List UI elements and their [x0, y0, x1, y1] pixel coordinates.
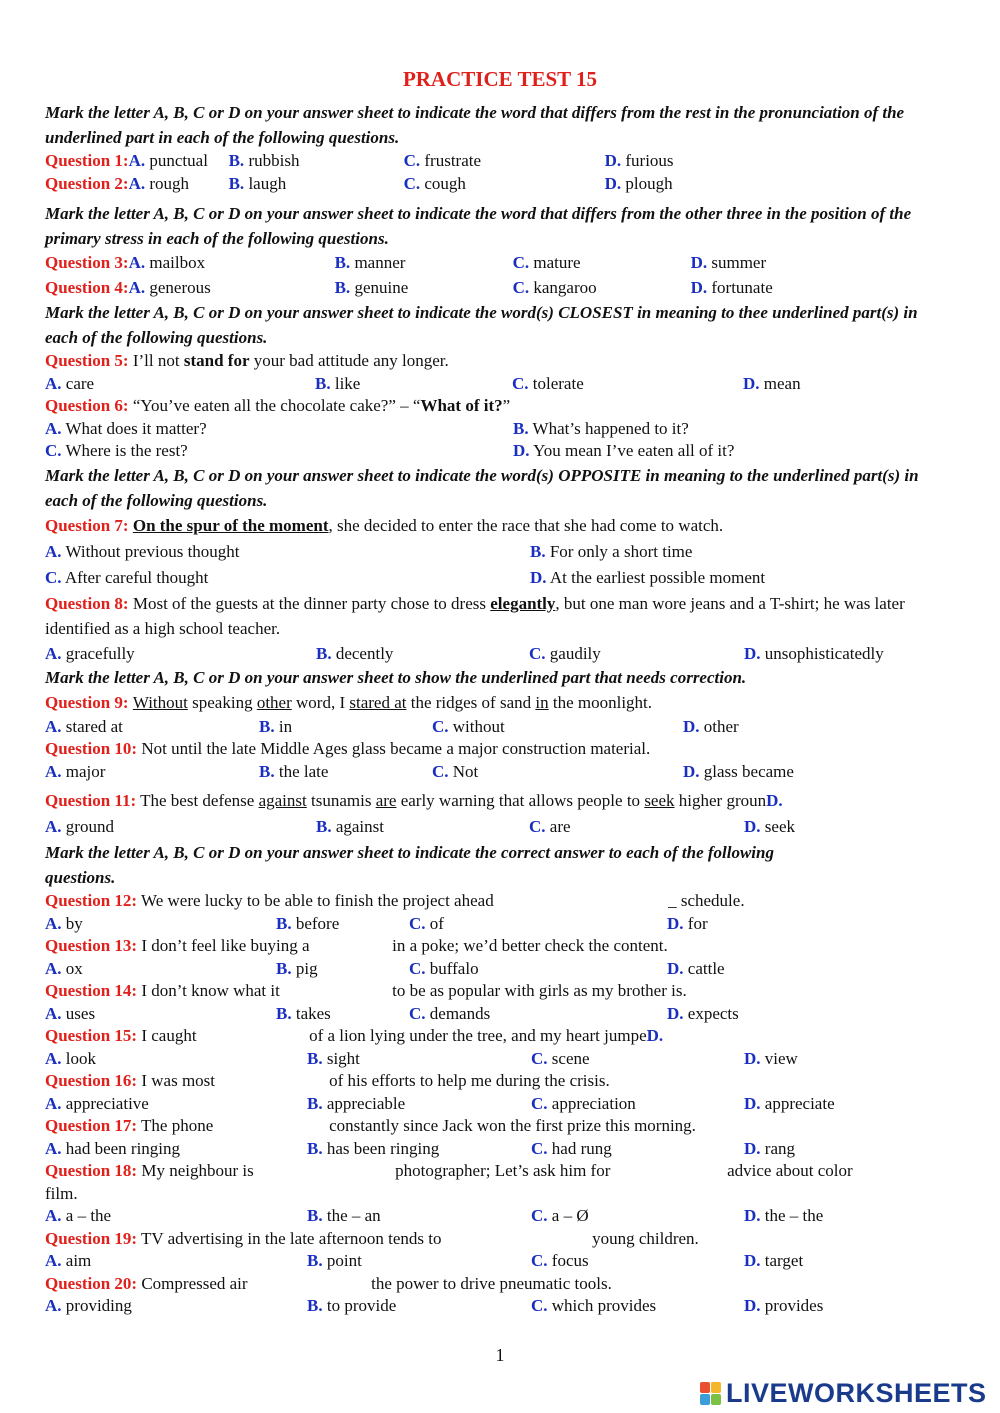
options-15: A. look B. sight C. scene D. view — [45, 1048, 798, 1068]
question-label: Question 17: — [45, 1116, 138, 1135]
option-d[interactable]: unsophisticatedly — [764, 643, 884, 663]
option-b[interactable]: the late — [278, 761, 329, 781]
question-9: Question 9: Without speaking other word, I stared at the ridges of sand in the moonlight. — [45, 689, 945, 716]
brand-name: LIVEWORKSHEETS — [726, 1378, 987, 1408]
option-a[interactable]: ground — [65, 817, 114, 836]
option-c[interactable]: After careful thought — [64, 567, 209, 587]
option-d[interactable]: for — [687, 913, 708, 933]
question-20: Question 20: Compressed air the power to drive pneumatic tools. — [45, 1273, 945, 1296]
options-19: A. aim B. point C. focus D. target — [45, 1251, 804, 1270]
option-b[interactable]: in — [278, 716, 293, 736]
key-phrase: On the spur of the moment — [132, 515, 329, 535]
option-b[interactable]: pig — [295, 958, 318, 978]
option-a[interactable]: had been ringing — [65, 1138, 181, 1158]
option-d[interactable]: mean — [763, 373, 801, 393]
option-a[interactable]: generous — [149, 277, 211, 297]
question-1: Question 1: A. punctual B. rubbish C. frustrate D. furious — [45, 150, 945, 173]
options-17: A. had been ringing B. has been ringing C. had rung D. rang — [45, 1138, 795, 1158]
key-phrase: elegantly — [490, 593, 556, 613]
question-18: Question 18: My neighbour is photographer; Let’s ask him for advice about color — [45, 1160, 945, 1183]
question-17: Question 17: The phone constantly since Jack won the first prize this morning. — [45, 1115, 945, 1138]
question-label: Question 6: — [45, 396, 129, 415]
option-d[interactable]: At the earliest possible moment — [549, 567, 766, 587]
option-a[interactable]: stared at — [65, 716, 123, 736]
question-label: Question 12: — [45, 891, 138, 910]
option-c[interactable]: scene — [551, 1048, 590, 1068]
option-c[interactable]: focus — [551, 1251, 589, 1270]
option-d[interactable]: seek — [764, 817, 795, 836]
question-11: Question 11: The best defense against tsunamis are early warning that allows people to seek higher groun D. — [45, 787, 945, 814]
option-c[interactable]: demands — [429, 1003, 491, 1023]
option-a[interactable]: punctual — [149, 151, 208, 170]
question-label: Question 11: — [45, 791, 137, 810]
option-b[interactable]: genuine — [354, 277, 409, 297]
option-c[interactable]: a – Ø — [551, 1206, 589, 1225]
worksheet-content — [45, 100, 945, 1318]
option-c[interactable]: are — [549, 817, 571, 836]
option-a[interactable]: care — [65, 373, 95, 393]
option-b[interactable]: laugh — [248, 173, 287, 193]
options-8: A. gracefully B. decently C. gaudily D. unsophisticatedly — [45, 643, 884, 663]
options-6b: C. Where is the rest? D. You mean I’ve eaten all of it? — [45, 441, 735, 460]
option-c[interactable]: buffalo — [429, 958, 479, 978]
question-7: Question 7: On the spur of the moment , she decided to enter the race that she had come to watch. — [45, 513, 945, 539]
question-label: Question 10: — [45, 739, 138, 758]
question-15: Question 15: I caught of a lion lying under the tree, and my heart jumpe D. — [45, 1025, 945, 1048]
option-a[interactable]: gracefully — [65, 643, 135, 663]
question-label: Question 3: — [45, 253, 129, 272]
option-c[interactable]: without — [452, 716, 505, 736]
question-label: Question 14: — [45, 981, 138, 1000]
options-10: A. major B. the late C. Not D. glass became — [45, 761, 794, 781]
option-b[interactable]: before — [295, 913, 340, 933]
page-number: 1 — [495, 1345, 505, 1365]
option-b[interactable]: decently — [335, 643, 394, 663]
option-a[interactable]: a – the — [65, 1206, 112, 1225]
question-label: Question 19: — [45, 1228, 138, 1248]
option-c[interactable]: appreciation — [551, 1093, 636, 1113]
question-3: Question 3: A. mailbox B. manner C. mature D. summer — [45, 251, 945, 276]
options-7b: C. After careful thought D. At the earliest possible moment — [45, 567, 766, 587]
question-label: Question 16: — [45, 1071, 138, 1090]
question-2: Question 2: A. rough B. laugh C. cough D. plough — [45, 173, 945, 196]
question-18-cont: film. — [45, 1183, 78, 1203]
question-8: Question 8: Most of the guests at the dinner party chose to dress elegantly, but one man wore jeans and a T-shirt; he was later identified as a high school teacher. — [45, 593, 905, 638]
section-instruction: Mark the letter A, B, C or D on your answer sheet to indicate the word that differs from the other three in the position of the primary stress in each of the following questions. — [45, 204, 912, 248]
option-d[interactable]: rang — [764, 1138, 795, 1158]
option-d[interactable]: target — [764, 1251, 804, 1270]
option-a[interactable]: major — [65, 761, 106, 781]
section-instruction: Mark the letter A, B, C or D on your answer sheet to indicate the word that differs from the rest in the pronunciation of the underlined part in each of the following questions. — [45, 103, 905, 147]
question-label: Question 13: — [45, 936, 138, 955]
question-16: Question 16: I was most of his efforts to help me during the crisis. — [45, 1070, 945, 1093]
option-b[interactable]: to provide — [326, 1296, 397, 1315]
question-label: Question 8: — [45, 593, 129, 613]
options-20: A. providing B. to provide C. which provides D. provides — [45, 1296, 824, 1315]
key-phrase: stand for — [183, 351, 250, 370]
option-a[interactable]: Without previous thought — [65, 541, 240, 561]
question-label: Question 1: — [45, 151, 129, 170]
section-instruction: Mark the letter A, B, C or D on your answer sheet to indicate the word(s) OPPOSITE in meaning to the underlined part(s) in each of the following questions. — [45, 465, 919, 510]
options-18: A. a – the B. the – an C. a – Ø D. the – the — [45, 1206, 824, 1225]
option-c[interactable]: tolerate — [532, 373, 584, 393]
option-a[interactable]: uses — [65, 1003, 96, 1023]
option-b[interactable]: the – an — [326, 1206, 381, 1225]
option-a[interactable]: aim — [65, 1251, 92, 1270]
option-c[interactable]: kangaroo — [533, 277, 597, 297]
option-c[interactable]: which provides — [551, 1296, 657, 1315]
liveworksheets-logo[interactable] — [700, 1378, 987, 1409]
option-b[interactable]: appreciable — [326, 1093, 406, 1113]
option-a[interactable]: look — [65, 1048, 97, 1068]
question-13: Question 13: I don’t feel like buying a in a poke; we’d better check the content. — [45, 935, 945, 958]
option-b[interactable]: against — [335, 817, 384, 836]
option-d[interactable]: expects — [687, 1003, 739, 1023]
option-d[interactable]: provides — [764, 1296, 824, 1315]
question-label: Question 4: — [45, 277, 129, 297]
option-d[interactable]: view — [764, 1048, 798, 1068]
option-c[interactable]: frustrate — [424, 151, 482, 170]
option-c[interactable]: gaudily — [549, 643, 601, 663]
option-b[interactable]: sight — [326, 1048, 360, 1068]
option-c[interactable]: cough — [424, 173, 466, 193]
question-label: Question 2: — [45, 173, 129, 193]
option-d[interactable]: plough — [625, 173, 673, 193]
option-a[interactable]: providing — [65, 1296, 132, 1315]
option-b[interactable]: rubbish — [248, 151, 300, 170]
option-d[interactable]: fortunate — [711, 277, 773, 297]
question-label: Question 9: — [45, 692, 129, 712]
liveworksheets-icon — [700, 1382, 722, 1406]
option-c[interactable]: Where is the rest? — [65, 441, 188, 460]
option-d[interactable]: glass became — [703, 761, 794, 781]
option-d[interactable]: other — [703, 716, 739, 736]
section-instruction: Mark the letter A, B, C or D on your answer sheet to indicate the word(s) CLOSEST in meaning to thee underlined part(s) in each of the following questions. — [45, 303, 918, 347]
option-a[interactable]: by — [65, 913, 83, 933]
option-b[interactable]: What’s happened to it? — [532, 418, 689, 438]
question-4: Question 4: A. generous B. genuine C. kangaroo D. fortunate — [45, 276, 945, 301]
section-instruction: Mark the letter A, B, C or D on your answer sheet to show the underlined part that needs correction. — [45, 667, 747, 687]
option-c[interactable]: mature — [533, 253, 581, 272]
question-6: Question 6: “You’ve eaten all the chocolate cake?” – “ What of it? ” — [45, 395, 945, 418]
option-b[interactable]: has been ringing — [326, 1138, 440, 1158]
options-13: A. ox B. pig C. buffalo D. cattle — [45, 958, 725, 978]
question-label: Question 7: — [45, 515, 129, 535]
question-5: Question 5: I’ll not stand for your bad attitude any longer. — [45, 350, 945, 373]
option-b[interactable]: manner — [354, 253, 406, 272]
option-d[interactable]: summer — [711, 253, 767, 272]
question-label: Question 15: — [45, 1026, 138, 1045]
options-5: A. care B. like C. tolerate D. mean — [45, 373, 801, 393]
key-phrase: What of it? — [420, 396, 503, 415]
option-b[interactable]: point — [326, 1251, 362, 1270]
options-9: A. stared at B. in C. without D. other — [45, 716, 739, 736]
options-16: A. appreciative B. appreciable C. appreciation D. appreciate — [45, 1093, 835, 1113]
option-a[interactable]: ox — [65, 958, 83, 978]
question-label: Question 18: — [45, 1161, 138, 1180]
question-14: Question 14: I don’t know what it to be as popular with girls as my brother is. — [45, 980, 945, 1003]
option-d[interactable]: the – the — [764, 1206, 824, 1225]
options-11: A. ground B. against C. are D. seek — [45, 817, 795, 836]
question-10: Question 10: Not until the late Middle Ages glass became a major construction material. — [45, 738, 945, 761]
options-12: A. by B. before C. of D. for — [45, 913, 708, 933]
option-b[interactable]: takes — [295, 1003, 331, 1023]
option-b[interactable]: For only a short time — [549, 541, 693, 561]
option-c[interactable]: of — [429, 913, 444, 933]
option-d[interactable]: furious — [625, 151, 674, 170]
option-d[interactable]: cattle — [687, 958, 725, 978]
question-12: Question 12: We were lucky to be able to finish the project ahead _ schedule. — [45, 890, 945, 913]
options-14: A. uses B. takes C. demands D. expects — [45, 1003, 739, 1023]
section-instruction: Mark the letter A, B, C or D on your answer sheet to indicate the correct answer to each of the following questions. — [45, 843, 774, 887]
option-d[interactable]: You mean I’ve eaten all of it? — [533, 441, 735, 460]
question-19: Question 19: TV advertising in the late afternoon tends to young children. — [45, 1228, 945, 1251]
option-c[interactable]: had rung — [551, 1138, 612, 1158]
option-d[interactable]: appreciate — [764, 1093, 835, 1113]
option-a[interactable]: rough — [149, 173, 190, 193]
options-7: A. Without previous thought B. For only a short time — [45, 541, 693, 561]
option-a[interactable]: appreciative — [65, 1093, 149, 1113]
question-label: Question 20: — [45, 1273, 138, 1293]
option-a[interactable]: What does it matter? — [65, 418, 207, 438]
page-title: PRACTICE TEST 15 — [402, 67, 598, 91]
options-6: A. What does it matter? B. What’s happened to it? — [45, 418, 689, 438]
option-a[interactable]: mailbox — [149, 253, 206, 272]
option-c[interactable]: Not — [452, 761, 479, 781]
option-b[interactable]: like — [334, 373, 361, 393]
question-label: Question 5: — [45, 351, 129, 370]
